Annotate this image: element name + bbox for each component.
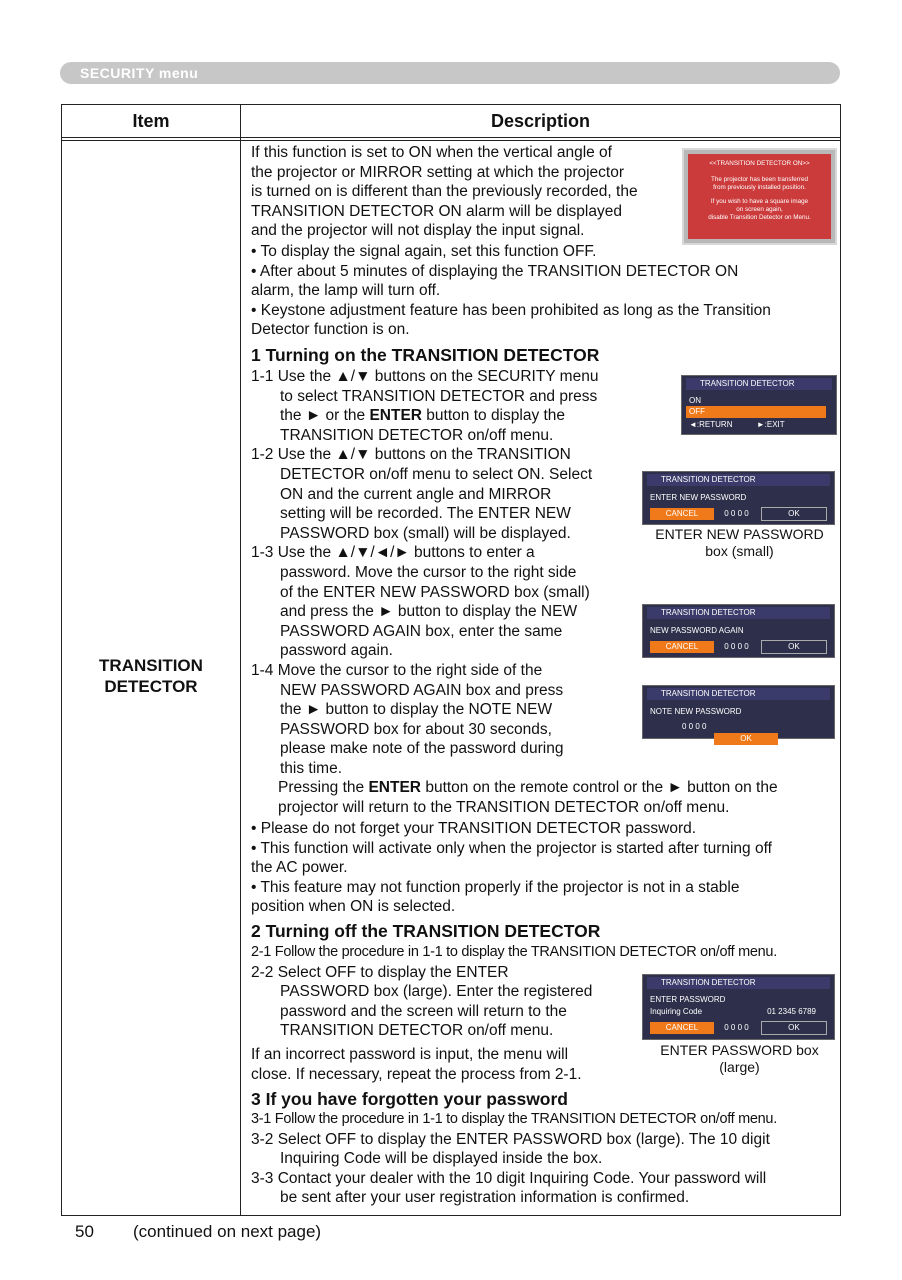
alarm-line: on screen again, bbox=[736, 206, 783, 213]
step-line: be sent after your user registration information is confirmed. bbox=[280, 1189, 690, 1207]
intro-line: If this function is set to ON when the vertical angle of bbox=[251, 144, 612, 161]
step-line-rich: Pressing the ENTER button on the remote control or the ► button on the bbox=[278, 779, 778, 797]
step-line: and press the ► button to display the NEW bbox=[280, 603, 578, 621]
step-line: 3-2 Select OFF to display the ENTER PASSWORD box (large). The 10 digit bbox=[251, 1130, 770, 1148]
section-1-notes bbox=[251, 819, 772, 917]
enter-new-password-box bbox=[642, 471, 835, 525]
exit-icon: ► bbox=[756, 420, 765, 429]
section-1-heading: 1 Turning on the TRANSITION DETECTOR bbox=[251, 345, 600, 365]
cancel-button: CANCEL bbox=[650, 1022, 714, 1034]
intro-line: is turned on is different than the previously recorded, the bbox=[251, 183, 638, 201]
step-line-rich: the ► or the ENTER button to display the bbox=[280, 407, 566, 425]
column-header-description: Description bbox=[490, 110, 591, 131]
step-line: 1-4 Move the cursor to the right side of the bbox=[251, 661, 543, 679]
password-digits: 0 0 0 0 bbox=[724, 509, 749, 518]
column-divider bbox=[240, 105, 241, 1215]
menu-label: NEW PASSWORD AGAIN bbox=[650, 626, 744, 635]
alarm-line: The projector has been transferred bbox=[711, 176, 808, 183]
caption-line: ENTER NEW PASSWORD bbox=[655, 526, 824, 542]
step-line: password again. bbox=[280, 642, 393, 660]
step-line: password and the screen will return to the bbox=[280, 1002, 567, 1020]
alarm-line: If you wish to have a square image bbox=[710, 198, 809, 205]
intro-line: TRANSITION DETECTOR ON alarm will be displayed bbox=[251, 202, 622, 220]
column-header-item: Item bbox=[132, 110, 170, 131]
caption-small bbox=[642, 526, 837, 560]
section-header-title: SECURITY menu bbox=[80, 65, 199, 81]
ok-button: OK bbox=[761, 1021, 827, 1035]
step-line: TRANSITION DETECTOR on/off menu. bbox=[280, 1022, 554, 1040]
cancel-button: CANCEL bbox=[650, 508, 714, 520]
step-line: the ► button to display the NOTE NEW bbox=[280, 701, 553, 719]
caption-line: (large) bbox=[719, 1059, 760, 1075]
alarm-line: from previously installed position. bbox=[713, 184, 806, 191]
continued-note: (continued on next page) bbox=[133, 1222, 322, 1241]
password-digits: 0 0 0 0 bbox=[682, 722, 707, 731]
menu-label: NOTE NEW PASSWORD bbox=[650, 707, 742, 716]
item-name-line-1: TRANSITION bbox=[99, 656, 203, 675]
intro-bullets bbox=[251, 242, 771, 340]
caption-large bbox=[642, 1042, 837, 1076]
intro-line: the projector or MIRROR setting at which the projector bbox=[251, 163, 625, 181]
item-name bbox=[62, 655, 240, 697]
item-name-line-2: DETECTOR bbox=[104, 677, 198, 696]
menu-return-label: :RETURN bbox=[696, 420, 733, 429]
td-onoff-menu bbox=[681, 375, 837, 435]
inquiring-code-label: Inquiring Code bbox=[650, 1007, 703, 1016]
note-line: • This feature may not function properly if the projector is not in a stable bbox=[251, 878, 740, 896]
note-line: the AC power. bbox=[251, 859, 348, 877]
section-2-heading: 2 Turning off the TRANSITION DETECTOR bbox=[251, 921, 601, 941]
step-line: to select TRANSITION DETECTOR and press bbox=[280, 387, 598, 405]
step-line: of the ENTER NEW PASSWORD box (small) bbox=[280, 583, 590, 601]
password-digits: 0 0 0 0 bbox=[724, 642, 749, 651]
header-divider bbox=[62, 137, 840, 138]
intro-line: • To display the signal again, set this function OFF. bbox=[251, 243, 597, 260]
transition-alarm-screen bbox=[682, 148, 837, 245]
return-icon: ◄ bbox=[689, 420, 697, 429]
password-digits: 0 0 0 0 bbox=[724, 1023, 749, 1032]
section-header-bar bbox=[60, 62, 840, 84]
intro-line: • After about 5 minutes of displaying the TRANSITION DETECTOR ON bbox=[251, 262, 739, 280]
step-line: projector will return to the TRANSITION DETECTOR on/off menu. bbox=[278, 799, 730, 817]
ok-button: OK bbox=[761, 640, 827, 654]
section-3-steps bbox=[251, 1110, 777, 1208]
ok-button: OK bbox=[761, 507, 827, 521]
cancel-button: CANCEL bbox=[650, 641, 714, 653]
menu-title: TRANSITION DETECTOR bbox=[686, 378, 832, 390]
step-line: setting will be recorded. The ENTER NEW bbox=[280, 505, 571, 523]
step-line: If an incorrect password is input, the menu will bbox=[251, 1045, 569, 1063]
intro-line: alarm, the lamp will turn off. bbox=[251, 282, 441, 300]
menu-option-on: ON bbox=[689, 396, 701, 405]
step-line: password. Move the cursor to the right side bbox=[280, 563, 577, 581]
step-line: 1-2 Use the ▲/▼ buttons on the TRANSITION bbox=[251, 446, 571, 464]
inquiring-code-value: 01 2345 6789 bbox=[767, 1007, 816, 1016]
step-line: 1-3 Use the ▲/▼/◄/► buttons to enter a bbox=[251, 544, 535, 562]
intro-line: Detector function is on. bbox=[251, 321, 410, 339]
step-line: NEW PASSWORD AGAIN box and press bbox=[280, 681, 564, 699]
caption-line: ENTER PASSWORD box bbox=[660, 1042, 819, 1058]
page-number: 50 bbox=[75, 1222, 94, 1241]
intro-line: • Keystone adjustment feature has been prohibited as long as the Transition bbox=[251, 301, 771, 319]
step-line: close. If necessary, repeat the process from 2-1. bbox=[251, 1065, 582, 1083]
header-divider-double bbox=[62, 140, 840, 141]
step-line: DETECTOR on/off menu to select ON. Select bbox=[280, 465, 593, 483]
step-line: 2-1 Follow the procedure in 1-1 to display the TRANSITION DETECTOR on/off menu. bbox=[251, 944, 777, 960]
step-line: 1-1 Use the ▲/▼ buttons on the SECURITY menu bbox=[251, 368, 599, 385]
step-line: 3-3 Contact your dealer with the 10 digit Inquiring Code. Your password will bbox=[251, 1169, 767, 1187]
note-line: • This function will activate only when the projector is started after turning off bbox=[251, 839, 772, 857]
step-line: 3-1 Follow the procedure in 1-1 to display the TRANSITION DETECTOR on/off menu. bbox=[251, 1111, 777, 1127]
menu-title: TRANSITION DETECTOR bbox=[647, 688, 830, 700]
note-new-password-box bbox=[642, 685, 835, 743]
step-line: this time. bbox=[280, 759, 343, 777]
step-line: PASSWORD box (small) will be displayed. bbox=[280, 524, 571, 542]
intro-text bbox=[251, 143, 638, 241]
step-line: please make note of the password during bbox=[280, 740, 564, 758]
caption-line: box (small) bbox=[705, 543, 774, 559]
menu-option-off: OFF bbox=[686, 406, 826, 418]
step-line: 2-2 Select OFF to display the ENTER bbox=[251, 963, 509, 981]
menu-label: ENTER NEW PASSWORD bbox=[650, 493, 747, 502]
step-line: ON and the current angle and MIRROR bbox=[280, 485, 552, 503]
step-line: PASSWORD box for about 30 seconds, bbox=[280, 720, 552, 738]
enter-password-box-large bbox=[642, 974, 835, 1040]
note-line: position when ON is selected. bbox=[251, 898, 456, 916]
step-line: PASSWORD AGAIN box, enter the same bbox=[280, 622, 563, 640]
menu-label: ENTER PASSWORD bbox=[650, 995, 726, 1004]
step-line: PASSWORD box (large). Enter the registered bbox=[280, 983, 593, 1001]
note-line: • Please do not forget your TRANSITION DETECTOR password. bbox=[251, 820, 697, 837]
menu-exit-label: :EXIT bbox=[764, 420, 785, 429]
menu-title: TRANSITION DETECTOR bbox=[647, 977, 830, 989]
new-password-again-box bbox=[642, 604, 835, 658]
intro-line: and the projector will not display the input signal. bbox=[251, 222, 585, 240]
ok-button: OK bbox=[714, 733, 778, 745]
alarm-title: <<TRANSITION DETECTOR ON>> bbox=[709, 160, 810, 167]
section-3-heading: 3 If you have forgotten your password bbox=[251, 1089, 568, 1109]
step-line: TRANSITION DETECTOR on/off menu. bbox=[280, 426, 554, 444]
step-line: Inquiring Code will be displayed inside the box. bbox=[280, 1150, 603, 1168]
alarm-line: disable Transition Detector on Menu. bbox=[708, 214, 811, 221]
menu-title: TRANSITION DETECTOR bbox=[647, 474, 830, 486]
menu-title: TRANSITION DETECTOR bbox=[647, 607, 830, 619]
